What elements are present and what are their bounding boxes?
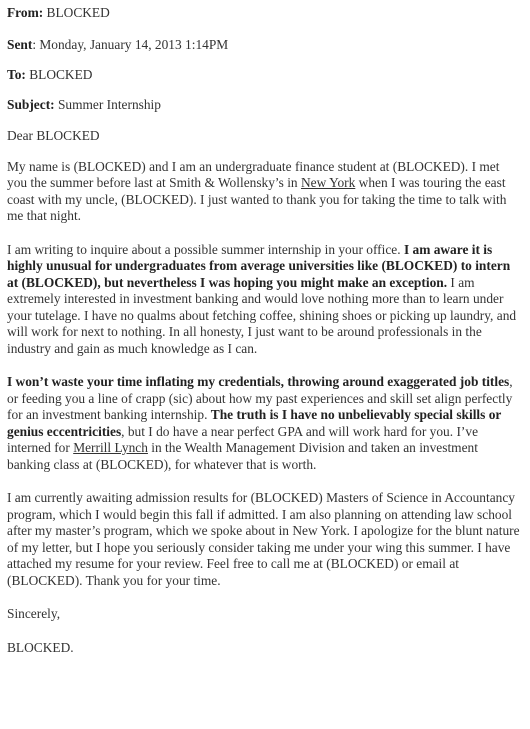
p3-bold-1: I won’t waste your time inflating my credentials, throwing around exaggerated job titles [7,374,510,389]
subject-label: Subject: [7,97,55,112]
closing: Sincerely, [7,606,61,621]
p3-text-b: , but I do have a near perfect GPA and will work hard for you. I’ve interned for [7,423,479,455]
paragraph-2 [7,242,522,358]
to-value: BLOCKED [25,67,93,82]
new-york-link[interactable]: New York [300,175,356,190]
sent-line [7,37,228,54]
p2-text-b: I am extremely interested in investment banking and would love nothing more than to learn under your tutelage. I have no qualms about fetching coffee, shining shoes or picking up laundry, and will work for next to nothing. In all honesty, I just want to be around professionals in the industry and gain as much knowledge as I can. [7,274,517,356]
paragraph-1 [7,159,522,225]
signature: BLOCKED. [7,639,74,655]
merrill-lynch-link[interactable]: Merrill Lynch [73,440,148,455]
p2-text-a: I am writing to inquire about a possible summer internship in your office. [7,241,404,257]
p1-text-a: My name is (BLOCKED) and I am an undergraduate finance student at (BLOCKED). I met you the summer before last at Smith & Wollensky’s in [7,158,500,190]
p3-text-a: , or feeding you a line of crapp (sic) about how my past experiences and skill set align perfectly for an investment banking internship. [7,374,513,422]
from-value: BLOCKED [43,5,110,20]
p1-text-b: when I was touring the east coast with my uncle, (BLOCKED). I just wanted to thank you for taking the time to talk with me that night. [7,175,507,223]
to-label: To: [7,67,26,82]
paragraph-4: I am currently awaiting admission results for (BLOCKED) Masters of Science in Accountancy program, which I would begin this fall if admitted. I am also planning on attending law school after my master’s program, which we spoke about in New York. I apologize for the blunt nature of my letter, but I hope you seriously consider taking me under your wing this summer. I have attached my resume for your review. Feel free to call me at (BLOCKED) or email at (BLOCKED). Thank you for your time. [7,490,520,588]
salutation: Dear BLOCKED [7,128,100,143]
to-line [7,67,92,84]
p3-text-c: in the Wealth Management Division and taken an investment banking class at (BLOCKED), for whatever that is worth. [7,440,478,472]
paragraph-3 [7,374,522,473]
p3-bold-2: The truth is I have no unbelievably special skills or genius eccentricities [7,407,502,439]
sent-value: : Monday, January 14, 2013 1:14PM [32,37,229,52]
sent-label: Sent [7,37,33,52]
p2-bold: I am aware it is highly unusual for undergraduates from average universities like (BLOCKED) to intern at (BLOCKED), but nevertheless I was hoping you might make an exception. [7,241,511,290]
subject-value: Summer Internship [54,97,161,112]
from-label: From: [7,5,44,20]
from-line [7,5,110,22]
letter-body [7,128,522,656]
subject-line [7,97,161,114]
